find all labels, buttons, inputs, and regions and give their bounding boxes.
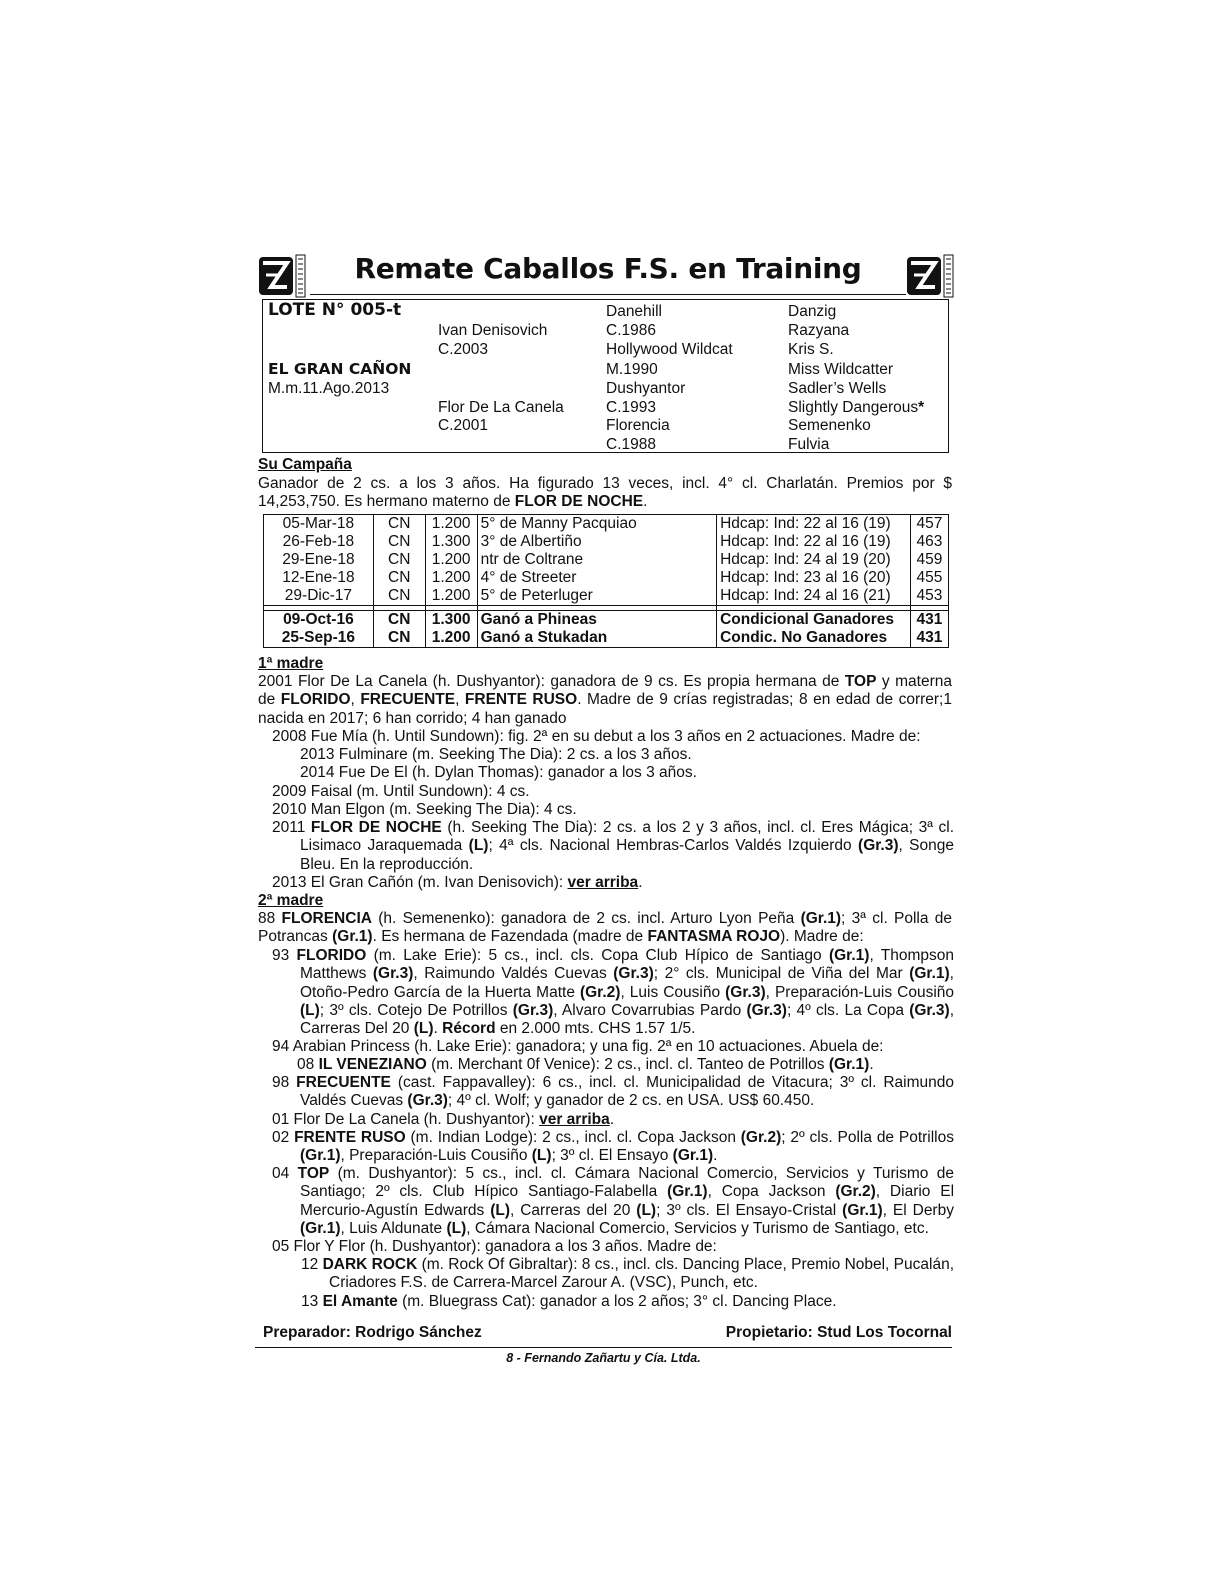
horse-info: M.m.11.Ago.2013 [268,380,390,397]
granddam-1-info: M.1990 [606,361,658,378]
produce-entry: 05 Flor Y Flor (h. Dushyantor): ganadora a los 3 años. Madre de: [272,1238,717,1255]
produce-entry: 98 FRECUENTE (cast. Fappavalley): 6 cs., incl. cl. Municipalidad de Vitacura; 3º cl. Raimundo Valdés Cuevas (Gr.3); 4º cl. Wolf; y ganador de 2 cs. en USA. US$ 60.450. [272,1074,954,1110]
sire-name: Ivan Denisovich [438,322,548,339]
produce-entry: 02 FRENTE RUSO (m. Indian Lodge): 2 cs., incl. cl. Copa Jackson (Gr.2); 2º cls. Polla de Potrillos (Gr.1), Preparación-Luis Cousiño (L); 3º cl. El Ensayo (Gr.1). [272,1129,955,1165]
produce-entry: 04 TOP (m. Dushyantor): 5 cs., incl. cl. Cámara Nacional Comercio, Servicios y Turismo de Santiago; 2º cls. Club Hípico Santiago-Falabella (Gr.1), Copa Jackson (Gr.2), Diario El Mercurio-Agustín Edwards (L), Carreras del 20 (L); 3º cls. El Ensayo-Cristal (Gr.1), El Derby (Gr.1), Luis Aldunate (L), Cámara Nacional Comercio, Servicios y Turismo de Santiago, etc. [272,1165,955,1237]
grandsire-2-info: C.1993 [606,399,656,416]
ancestor: Razyana [788,322,850,339]
ancestor: Kris S. [788,341,834,358]
owner-label: Propietario: Stud Los Tocornal [725,1324,952,1341]
produce-entry: 2008 Fue Mía (h. Until Sundown): fig. 2ª en su debut a los 3 años en 2 actuaciones. Madre de: [272,728,921,745]
title-divider [310,294,906,295]
fz-logo-icon [257,253,307,299]
produce-entry: 2013 Fulminare (m. Seeking The Dia): 2 cs. a los 3 años. [300,746,692,763]
dam-name: Flor De La Canela [438,399,564,416]
produce-entry: 2014 Fue De El (h. Dylan Thomas): ganador a los 3 años. [300,764,697,781]
ancestor: Semenenko [788,417,871,434]
table-row: 05-Mar-18 CN 1.200 5° de Manny Pacquiao Hdcap: Ind: 22 al 16 (19) 457 [264,515,949,534]
footer-divider [255,1347,952,1348]
granddam-2: Florencia [606,417,670,434]
see-above-link: ver arriba [539,1111,610,1128]
ancestor: Fulvia [788,436,830,453]
campaign-heading: Su Campaña [258,456,352,473]
ancestor: Miss Wildcatter [788,361,894,378]
ancestor [788,398,924,417]
page-footer: 8 - Fernando Zañartu y Cía. Ltda. [506,1351,701,1365]
produce-entry: 2010 Man Elgon (m. Seeking The Dia): 4 cs. [272,801,577,818]
lot-number: LOTE N° 005-t [268,300,402,320]
sibling-name: FLOR DE NOCHE [514,493,644,511]
table-row: 29-Dic-17 CN 1.200 5° de Peterluger Hdcap: Ind: 24 al 16 (21) 453 [264,587,949,606]
grandsire-1-info: C.1986 [606,322,656,339]
produce-entry: 93 FLORIDO (m. Lake Erie): 5 cs., incl. cls. Copa Club Hípico de Santiago (Gr.1), Thompson Matthews (Gr.3), Raimundo Valdés Cuevas (Gr.3); 2° cls. Municipal de Viña del Mar (Gr.1), Otoño-Pedro García de la Huerta Matte (Gr.2), Luis Cousiño (Gr.3), Preparación-Luis Cousiño (L); 3º cls. Cotejo De Potrillos (Gr.3), Alvaro Covarrubias Pardo (Gr.3); 4º cls. La Copa (Gr.3), Carreras Del 20 (L). Récord en 2.000 mts. CHS 1.57 1/5. [272,947,955,1038]
table-row-win: 09-Oct-16 CN 1.300 Ganó a Phineas Condicional Ganadores 431 [264,611,949,630]
page-title: Remate Caballos F.S. en Training [354,252,862,285]
produce-entry: 2009 Faisal (m. Until Sundown): 4 cs. [272,783,530,800]
granddam-2-info: C.1988 [606,436,656,453]
first-dam-heading: 1ª madre [258,655,324,672]
campaign-text: Ganador de 2 cs. a los 3 años. Ha figurado 13 veces, incl. 4° cl. Charlatán. Premios por $ 14,253,750. Es hermano materno de FLOR DE NOCHE. [258,475,952,511]
second-dam-heading: 2ª madre [258,892,324,909]
fz-logo-icon [905,253,955,299]
see-above-link: ver arriba [567,874,639,891]
first-dam-text: 2001 Flor De La Canela (h. Dushyantor): ganadora de 9 cs. Es propia hermana de TOP y materna de FLORIDO, FRECUENTE, FRENTE RUSO. Madre de 9 crías registradas; 8 en edad de correr;1 nacida en 2017; 6 han corrido; 4 han ganado [258,673,952,727]
trainer-label: Preparador: Rodrigo Sánchez [263,1324,482,1341]
ancestor: Sadler’s Wells [788,380,887,397]
produce-entry: 2013 El Gran Cañón (m. Ivan Denisovich): ver arriba. [272,874,643,891]
table-row: 12-Ene-18 CN 1.200 4° de Streeter Hdcap: Ind: 23 al 16 (20) 455 [264,569,949,587]
granddam-1: Hollywood Wildcat [606,341,733,358]
grandsire-2: Dushyantor [606,380,686,397]
produce-entry: 13 El Amante (m. Bluegrass Cat): ganador a los 2 años; 3° cl. Dancing Place. [301,1293,837,1310]
horse-name: EL GRAN CAÑON [268,360,412,378]
ancestor-name: Slightly Dangerous [788,399,919,416]
produce-entry: 2011 FLOR DE NOCHE (h. Seeking The Dia): 2 cs. a los 2 y 3 años, incl. cl. Eres Mágica; 3ª cl. Lisimaco Jaraquemada (L); 4ª cls. Nacional Hembras-Carlos Valdés Izquierdo (Gr.3), Songe Bleu. En la reproducción. [272,819,955,873]
produce-entry: 01 Flor De La Canela (h. Dushyantor): ver arriba. [272,1111,615,1128]
dam-info: C.2001 [438,417,488,434]
sire-info: C.2003 [438,341,488,358]
produce-entry: 12 DARK ROCK (m. Rock Of Gibraltar): 8 cs., incl. cls. Dancing Place, Premio Nobel, Pucalán, Criadores F.S. de Carrera-Marcel Zarour A. (VSC), Punch, etc. [301,1256,954,1292]
table-row: 29-Ene-18 CN 1.200 ntr de Coltrane Hdcap: Ind: 24 al 19 (20) 459 [264,551,949,569]
ancestor: Danzig [788,303,837,320]
second-dam-text: 88 FLORENCIA (h. Semenenko): ganadora de 2 cs. incl. Arturo Lyon Peña (Gr.1); 3ª cl. Polla de Potrancas (Gr.1). Es hermana de Fazendada (madre de FANTASMA ROJO). Madre de: [258,910,952,946]
grandsire-1: Danehill [606,303,663,320]
star-mark: * [918,399,925,416]
table-row: 26-Feb-18 CN 1.300 3° de Albertiño Hdcap: Ind: 22 al 16 (19) 463 [264,533,949,551]
table-row-win: 25-Sep-16 CN 1.200 Ganó a Stukadan Condic. No Ganadores 431 [264,629,949,648]
produce-entry: 08 IL VENEZIANO (m. Merchant 0f Venice): 2 cs., incl. cl. Tanteo de Potrillos (Gr.1). [297,1056,874,1073]
produce-entry: 94 Arabian Princess (h. Lake Erie): ganadora; y una fig. 2ª en 10 actuaciones. Abuela de: [272,1038,884,1055]
race-record-table [263,514,949,648]
